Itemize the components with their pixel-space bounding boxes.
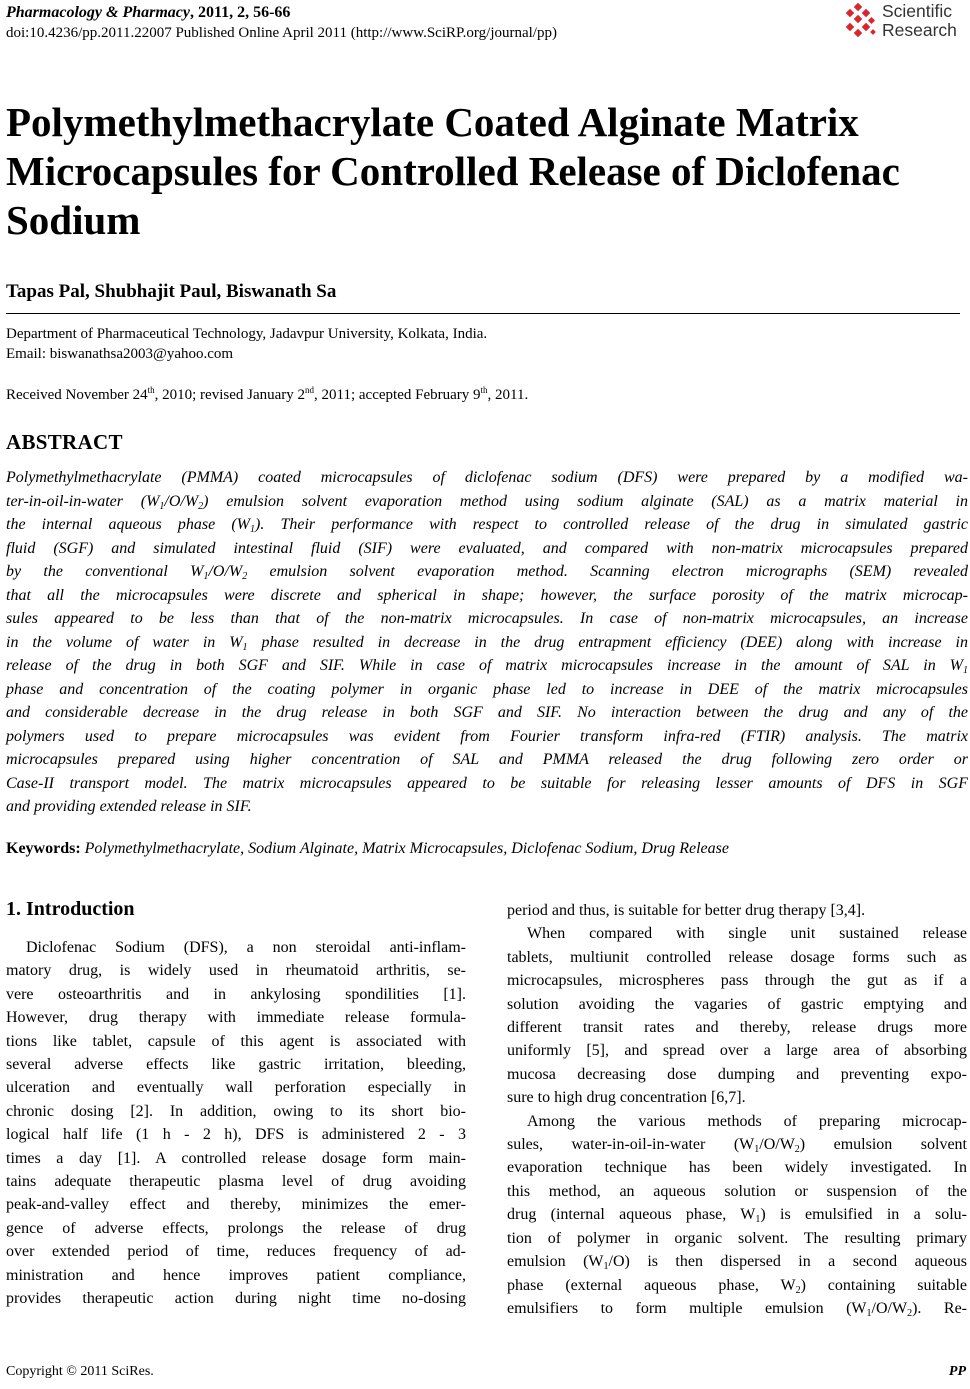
received-text: Received November 24 [6, 387, 148, 403]
body-line: vere osteoarthritis and in ankylosing spondilities [1]. [6, 985, 466, 1003]
body-line: sules, water-in-oil-in-water $(W_1/O/W_2)$ emulsion solvent [507, 1136, 967, 1156]
section-heading: 1. Introduction [6, 898, 135, 920]
keywords-label: Keywords: [6, 840, 81, 857]
body-line: uniformly [5], and spread over a large area of absorbing [507, 1042, 967, 1060]
right-column [507, 899, 967, 1320]
abstract-line: release of the drug in both SGF and SIF. While in case of matrix microcapsules increase in the amount of SAL in $W_1$ [6, 657, 968, 676]
ordinal-suffix: nd [305, 385, 315, 395]
ordinal-suffix: th [480, 385, 488, 395]
body-line: However, drug therapy with immediate release formula- [6, 1009, 466, 1027]
body-line: different transit rates and thereby, release drugs more [507, 1019, 967, 1037]
body-line: ministration and hence improves patient compliance, [6, 1266, 466, 1284]
abstract-line: the internal aqueous phase $(W_1)$. Their performance with respect to controlled release of the drug in simulated gastric [6, 516, 969, 535]
received-dates [6, 385, 528, 404]
abstract-line: polymers used to prepare microcapsules was evident from Fourier transform infra-red (FTIR) analysis. The matrix [6, 727, 968, 745]
logo-mark-icon [841, 2, 881, 42]
body-line: Diclofenac Sodium (DFS), a non steroidal anti-inflam- [26, 939, 466, 956]
abstract-line: and providing extended release in SIF. [6, 798, 252, 815]
body-line: tablets, multiunit controlled release dosage forms such as [507, 948, 967, 966]
journal-name: Pharmacology & Pharmacy [6, 4, 190, 21]
abstract-line: Polymethylmethacrylate (PMMA) coated microcapsules of diclofenac sodium (DFS) were prepared by a modified wa- [6, 469, 968, 486]
abstract-line: microcapsules prepared using higher concentration of SAL and PMMA released the drug following zero order or [6, 751, 968, 768]
body-line: over extended period of time, reduces frequency of ad- [6, 1243, 466, 1261]
keywords [6, 840, 729, 858]
affiliation: Department of Pharmaceutical Technology, Jadavpur University, Kolkata, India. [6, 326, 488, 342]
author-email: Email: biswanathsa2003@yahoo.com [6, 346, 234, 362]
body-line: phase (external aqueous phase, $W_2$) containing suitable [507, 1276, 967, 1296]
abstract-line: and considerable decrease in the drug release in both SGF and SIF. No interaction between the drug and any of the [6, 704, 968, 721]
body-line: drug (internal aqueous phase, $W_1$) is emulsified in a solu- [507, 1206, 967, 1226]
title-line: Sodium [6, 197, 141, 243]
body-line: provides therapeutic action during night time no-dosing [6, 1290, 466, 1308]
abstract-line: ter-in-oil-in-water $(W_1/O/W_2)$ emulsion solvent evaporation method using sodium alginate (SAL) as a matrix material in [6, 492, 968, 512]
body-line: logical half life (1 h - 2 h), DFS is administered 2 - 3 [6, 1126, 466, 1144]
body-line: emulsifiers to form multiple emulsion $(W_1/O/W_2)$. Re- [507, 1299, 967, 1319]
abstract-body [6, 466, 968, 819]
logo-line-1: Scientific [882, 1, 953, 21]
left-column [6, 936, 466, 1311]
body-line: solution avoiding the vagaries of gastric emptying and [507, 995, 967, 1013]
body-line: tion of polymer in organic solvent. The resulting primary [507, 1229, 967, 1247]
abstract-line: fluid (SGF) and simulated intestinal fluid (SIF) were evaluated, and compared with non-matrix microcapsules prepared [6, 539, 968, 557]
abstract-heading: ABSTRACT [6, 430, 123, 454]
body-line: period and thus, is suitable for better drug therapy [3,4]. [507, 902, 866, 919]
body-line: evaporation technique has been widely investigated. In [507, 1159, 967, 1177]
abstract-line: Case-II transport model. The matrix microcapsules appeared to be suitable for releasing lesser amounts of DFS in SGF [6, 774, 968, 792]
body-line: several adverse effects like gastric irritation, bleeding, [6, 1056, 466, 1074]
paper-title [6, 98, 966, 245]
abstract-line: phase and concentration of the coating polymer in organic phase led to increase in DEE of the matrix microcapsules [6, 680, 968, 698]
divider [6, 313, 960, 314]
abstract-line: by the conventional $W_1/O/W_2$ emulsion solvent evaporation method. Scanning electron micrographs (SEM) revealed [6, 563, 968, 582]
title-line: Polymethylmethacrylate Coated Alginate Matrix [6, 99, 859, 145]
body-line: sure to high drug concentration [6,7]. [507, 1089, 746, 1107]
logo-text [882, 2, 957, 40]
title-line: Microcapsules for Controlled Release of Diclofenac [6, 148, 900, 194]
journal-volume: , 2011, 2, 56-66 [189, 4, 291, 21]
logo-line-2: Research [882, 20, 957, 40]
keywords-list: Polymethylmethacrylate, Sodium Alginate, Matrix Microcapsules, Diclofenac Sodium, Drug Release [80, 840, 729, 857]
journal-name-line [6, 4, 290, 22]
body-line: When compared with single unit sustained release [527, 925, 967, 943]
revised-text: , 2010; revised January 2 [154, 387, 306, 403]
abstract-line: that all the microcapsules were discrete and spherical in shape; however, the surface porosity of the matrix microcap- [6, 586, 968, 604]
doi-line: doi:10.4236/pp.2011.22007 Published Online April 2011 (http://www.SciRP.org/journal/pp) [6, 25, 557, 41]
body-line: tions like tablet, capsule of this agent is associated with [6, 1032, 466, 1050]
body-line: Among the various methods of preparing microcap- [527, 1112, 967, 1130]
ordinal-suffix: th [147, 385, 155, 395]
body-line: emulsion $(W_1/O)$ is then dispersed in a second aqueous [507, 1253, 968, 1273]
copyright-footer: Copyright © 2011 SciRes. [6, 1364, 154, 1379]
accepted-text: , 2011; accepted February 9 [314, 387, 481, 403]
body-line: gence of adverse effects, prolongs the release of drug [6, 1219, 466, 1237]
body-line: chronic dosing [2]. In addition, owing to its short bio- [6, 1102, 466, 1120]
journal-abbrev-footer: PP [948, 1364, 966, 1379]
author-list: Tapas Pal, Shubhajit Paul, Biswanath Sa [6, 281, 337, 302]
body-line: matory drug, is widely used in rheumatoid arthritis, se- [6, 962, 466, 980]
abstract-line: sules appeared to be less than that of the non-matrix microcapsules. In case of non-matrix microcapsules, an increase [6, 610, 968, 627]
body-line: microcapsules, microspheres pass through the gut as if a [507, 972, 967, 990]
scientific-research-logo [841, 2, 966, 44]
affiliation-block [6, 324, 487, 364]
body-line: mucosa decreasing dose dumping and preventing expo- [507, 1065, 967, 1083]
body-line: times a day [1]. A controlled release dosage form main- [6, 1149, 466, 1167]
year-text: , 2011. [487, 387, 529, 403]
body-line: ulceration and eventually wall perforation especially in [6, 1079, 466, 1097]
body-line: this method, an aqueous solution or suspension of the [507, 1182, 967, 1200]
body-line: tains adequate therapeutic plasma level of drug avoiding [6, 1173, 466, 1191]
body-line: peak-and-valley effect and thereby, minimizes the emer- [6, 1196, 466, 1214]
abstract-line: in the volume of water in $W_1$ phase resulted in decrease in the drug entrapment efficiency (DEE) along with increase in [6, 633, 968, 653]
